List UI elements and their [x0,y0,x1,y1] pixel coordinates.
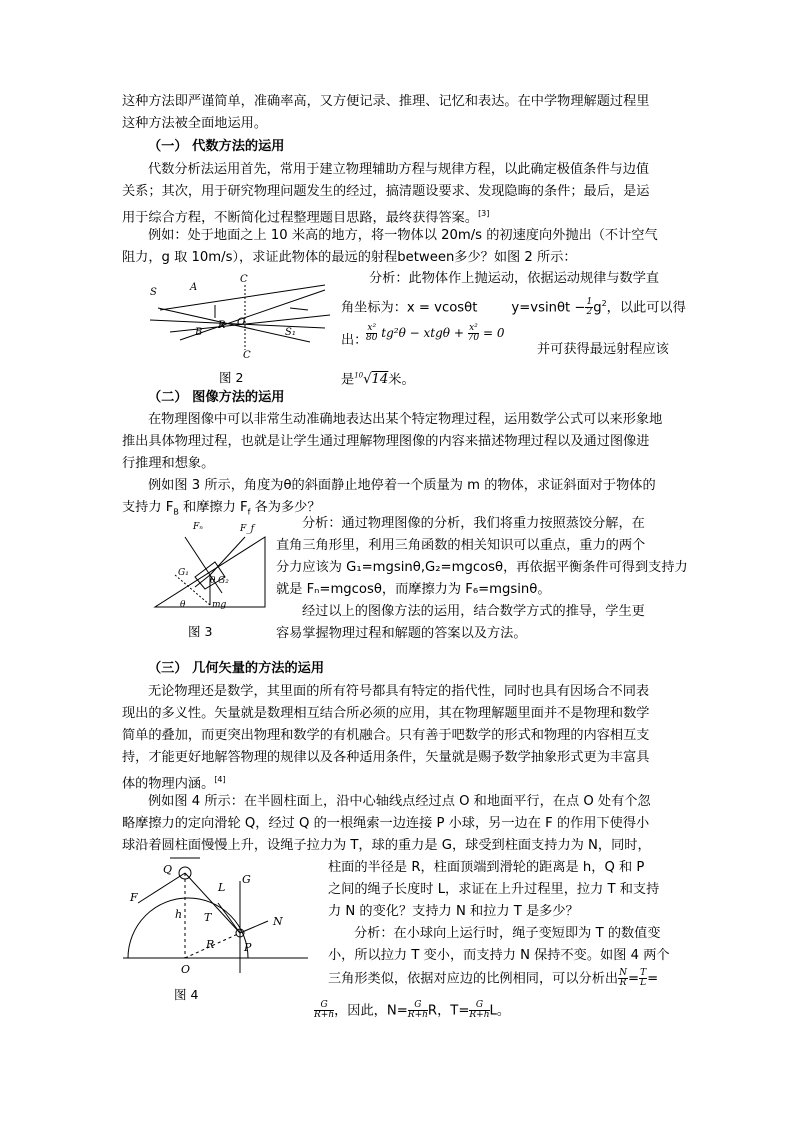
semicylinder [128,898,248,958]
label-g: G [242,873,251,886]
text-span: 是 [341,372,355,388]
text-line [314,1001,510,1021]
label-r: R [218,320,226,331]
text-span: y=vsinθt − [511,300,586,316]
fraction [468,324,479,343]
text-line: 之间的绳子长度时 L，求证在上升过程里，拉力 T 和支持 [328,882,660,897]
fraction-denominator: R+h [407,1010,428,1020]
text-span: 支持力 F [122,500,174,515]
fraction-numerator: 1 [586,296,593,307]
text-span: 米。 [388,372,415,388]
text-line: 无论物理还是数学，其里面的所有符号都具有特定的指代性，同时也具有因场合不同表 [148,684,650,699]
text-line: 持，才能更好地解答物理的规律以及各种适用条件，矢量就是赐予数学抽象形式更为丰富具 [122,750,650,765]
fraction-numerator: x² [469,323,478,333]
text-line: 略摩擦力的定向滑轮 Q，经过 Q 的一根绳索一边连接 P 小球，另一边在 F 的作用下使得小 [122,816,650,831]
citation-ref[interactable]: [4] [214,775,226,784]
label-p: P [244,941,252,954]
arrow-n [240,921,268,933]
text-line: 角坐标为：x = vcosθt y=vsinθt − $\frac{1}{2}$ $g^2$，以此可以得 [341,296,686,317]
text-span: ，以此可以得 [606,300,686,316]
text-span: 出： [341,333,368,348]
label-fn: Fₙ [193,522,203,532]
label-a: A [190,282,198,293]
figure-4-diagram [118,853,323,983]
label-h: h [175,908,183,921]
citation-ref[interactable]: [3] [478,209,490,218]
text-line: 代数分析法运用首先，常用于建立物理辅助方程与规律方程，以此确定极值条件与边值 [148,162,650,177]
fraction-denominator: R [619,978,627,988]
text-line: 柱面的半径是 R，柱面顶端到滑轮的距离是 h，Q 和 P [328,860,645,875]
figure-3 [150,517,270,612]
figure-4 [118,853,323,983]
fraction [639,969,647,988]
text-line: 这种方法即严谨简单，准确率高，又方便记录、推理、记忆和表达。在中学物理解题过程里 [122,94,650,109]
text-line: 分析：此物体作上抛运动，依据运动规律与数学直 [369,271,660,286]
figure-caption: 图 3 [188,624,213,639]
section-heading: （三） 几何矢量的方法的运用 [148,661,325,676]
text-line [122,771,226,793]
fraction-numerator: G [408,1001,428,1011]
fraction-numerator: G [469,1001,489,1011]
text-span: 和摩擦力 F [178,500,248,515]
fraction [314,1001,334,1020]
line-upper [160,285,325,310]
label-ff: F_f [240,524,255,534]
section-heading: （二） 图像方法的运用 [148,390,285,405]
text-line: 例如图 3 所示，角度为θ的斜面静止地停着一个质量为 m 的物体，求证斜面对于物体的 [148,478,656,493]
text-span: ，因此，N= [334,1003,408,1019]
text-span: = [628,971,640,987]
label-c2: C [243,350,251,361]
section-heading: （一） 代数方法的运用 [148,139,285,154]
fraction-numerator: N [619,968,627,978]
text-span: 三角形类似，依据对应边的比例相同，可以分析出 [328,971,619,987]
root-argument: 14 [371,372,389,388]
label-f: F [130,891,138,904]
nth-root: $^{10}$√14 [354,372,389,388]
text-line: 力 N 的变化？支持力 N 和拉力 T 是多少？ [328,904,579,919]
figure-2 [140,270,340,370]
text-line: 例如图 4 所示：在半圆柱面上，沿中心轴线点经过点 O 和地面平行，在点 O 处有个忽 [148,794,651,809]
text-line: 推出具体物理过程，也就是让学生通过理解物理图像的内容来描述物理过程以及通过图像进 [122,434,650,449]
text-span: = [647,971,659,987]
figure-caption: 图 2 [219,370,244,385]
label-o: O [181,963,191,976]
label-n: N [273,915,283,928]
fraction-denominator: R+h [469,1010,490,1020]
fraction-denominator: 70 [467,333,480,343]
text-line: 关系；其次，用于研究物理问题发生的经过，搞清题设要求、发现隐晦的条件；最后，是运 [122,184,650,199]
label-b: B [195,327,203,338]
equation-tail: = 0 [482,326,505,340]
figure-caption: 图 4 [174,987,199,1002]
label-s1: S₁ [285,327,296,338]
label-theta1: θ [210,576,216,586]
fraction [469,1001,489,1020]
label-c: C [240,274,248,285]
label-r: R [206,938,215,951]
text-line: 球沿着圆柱面慢慢上升，设绳子拉力为 T，球的重力是 G，球受到柱面支持力为 N，同时， [122,838,651,853]
text-line: 简单的叠加，而更突出物理和数学的有机融合。只有善于吧数学的形式和物理的内容相互支 [122,728,650,743]
arrow-right [290,308,308,310]
text-span: 用于综合方程，不断简化过程整理题目思路，最终获得答案。 [122,210,479,226]
subscript: f [247,507,251,517]
text-line: 现出的多义性。矢量就是数理相互结合所必须的应用，其在物理解题里面并不是物理和数学 [122,706,650,721]
text-line: 并可获得最远射程应该 [537,342,669,357]
text-line: 直角三角形里，利用三角函数的相关知识可以重点，重力的两个 [276,538,646,553]
text-line: 阻力，g 取 10m/s），求证此物体的最远的射程between多少？如图 2 所示： [122,250,577,265]
arrow-ff [210,537,245,575]
label-g1: G₁ [178,568,189,578]
fraction [408,1001,428,1020]
text-span: 体的物理内涵。 [122,776,215,792]
fraction-numerator: x² [367,323,377,333]
text-line [122,205,489,227]
text-line [341,332,367,350]
figure-2-diagram [140,270,340,370]
arrow-t [218,903,240,933]
label-q: Q [163,863,173,876]
fraction [366,324,377,343]
equation [366,324,505,343]
text-span: L。 [489,1003,511,1019]
equation-body: tg²θ − xtgθ + [381,326,464,340]
text-line: 分析：通过物理图像的分析，我们将重力按照蒸饺分解，在 [302,516,645,531]
text-span: R，T= [427,1003,470,1019]
label-t: T [204,911,212,924]
text-line: 容易掌握物理过程和解题的答案以及方法。 [276,626,527,641]
fraction-numerator: G [314,1001,334,1011]
label-s: S [150,287,157,298]
subscript: B [173,507,179,517]
rope-l [185,873,240,933]
text-line: 这种方法被全面地运用。 [122,116,268,131]
fraction-denominator: 2 [586,306,593,317]
figure-3-diagram [150,517,270,612]
label-o: O [237,317,246,328]
fraction-numerator: T [640,968,647,978]
fraction-denominator: L [640,978,647,988]
root-index: 10 [354,372,364,380]
text-line: 小，所以拉力 T 变小，而支持力 N 保持不变。如图 4 两个 [328,948,670,963]
text-line: 在物理图像中可以非常生动准确地表达出某个特定物理过程，运用数学公式可以来形象地 [148,412,663,427]
label-mg: mg [212,600,227,610]
label-g2: G₂ [218,576,229,586]
text-line [328,969,658,989]
text-line: 就是 Fₙ=mgcosθ，而摩擦力为 F₆=mgsinθ。 [276,582,551,597]
label-theta2: θ [180,600,186,610]
text-line: 行推理和想象。 [122,456,215,471]
fraction-denominator: R+h [314,1010,335,1020]
fraction [618,969,628,988]
text-line: 经过以上的图像方法的运用，结合数学方式的推导，学生更 [302,604,645,619]
text-span: g [593,300,602,316]
text-span: 各为多少？ [250,500,321,515]
text-line: 例如：处于地面之上 10 米高的地方，将一物体以 20m/s 的初速度向外抛出（不计空气 [148,228,658,243]
line-lower [170,315,330,332]
text-span: 角坐标为：x = vcosθt [341,300,478,316]
label-l: L [218,881,226,894]
text-line: 分析：在小球向上运行时，绳子变短即为 T 的数值变 [354,926,661,941]
text-line [341,367,415,389]
fraction-denominator: 80 [366,333,378,343]
text-line: 分力应该为 G₁=mgsinθ,G₂=mgcosθ，再依据平衡条件可得到支持力 [276,560,688,575]
